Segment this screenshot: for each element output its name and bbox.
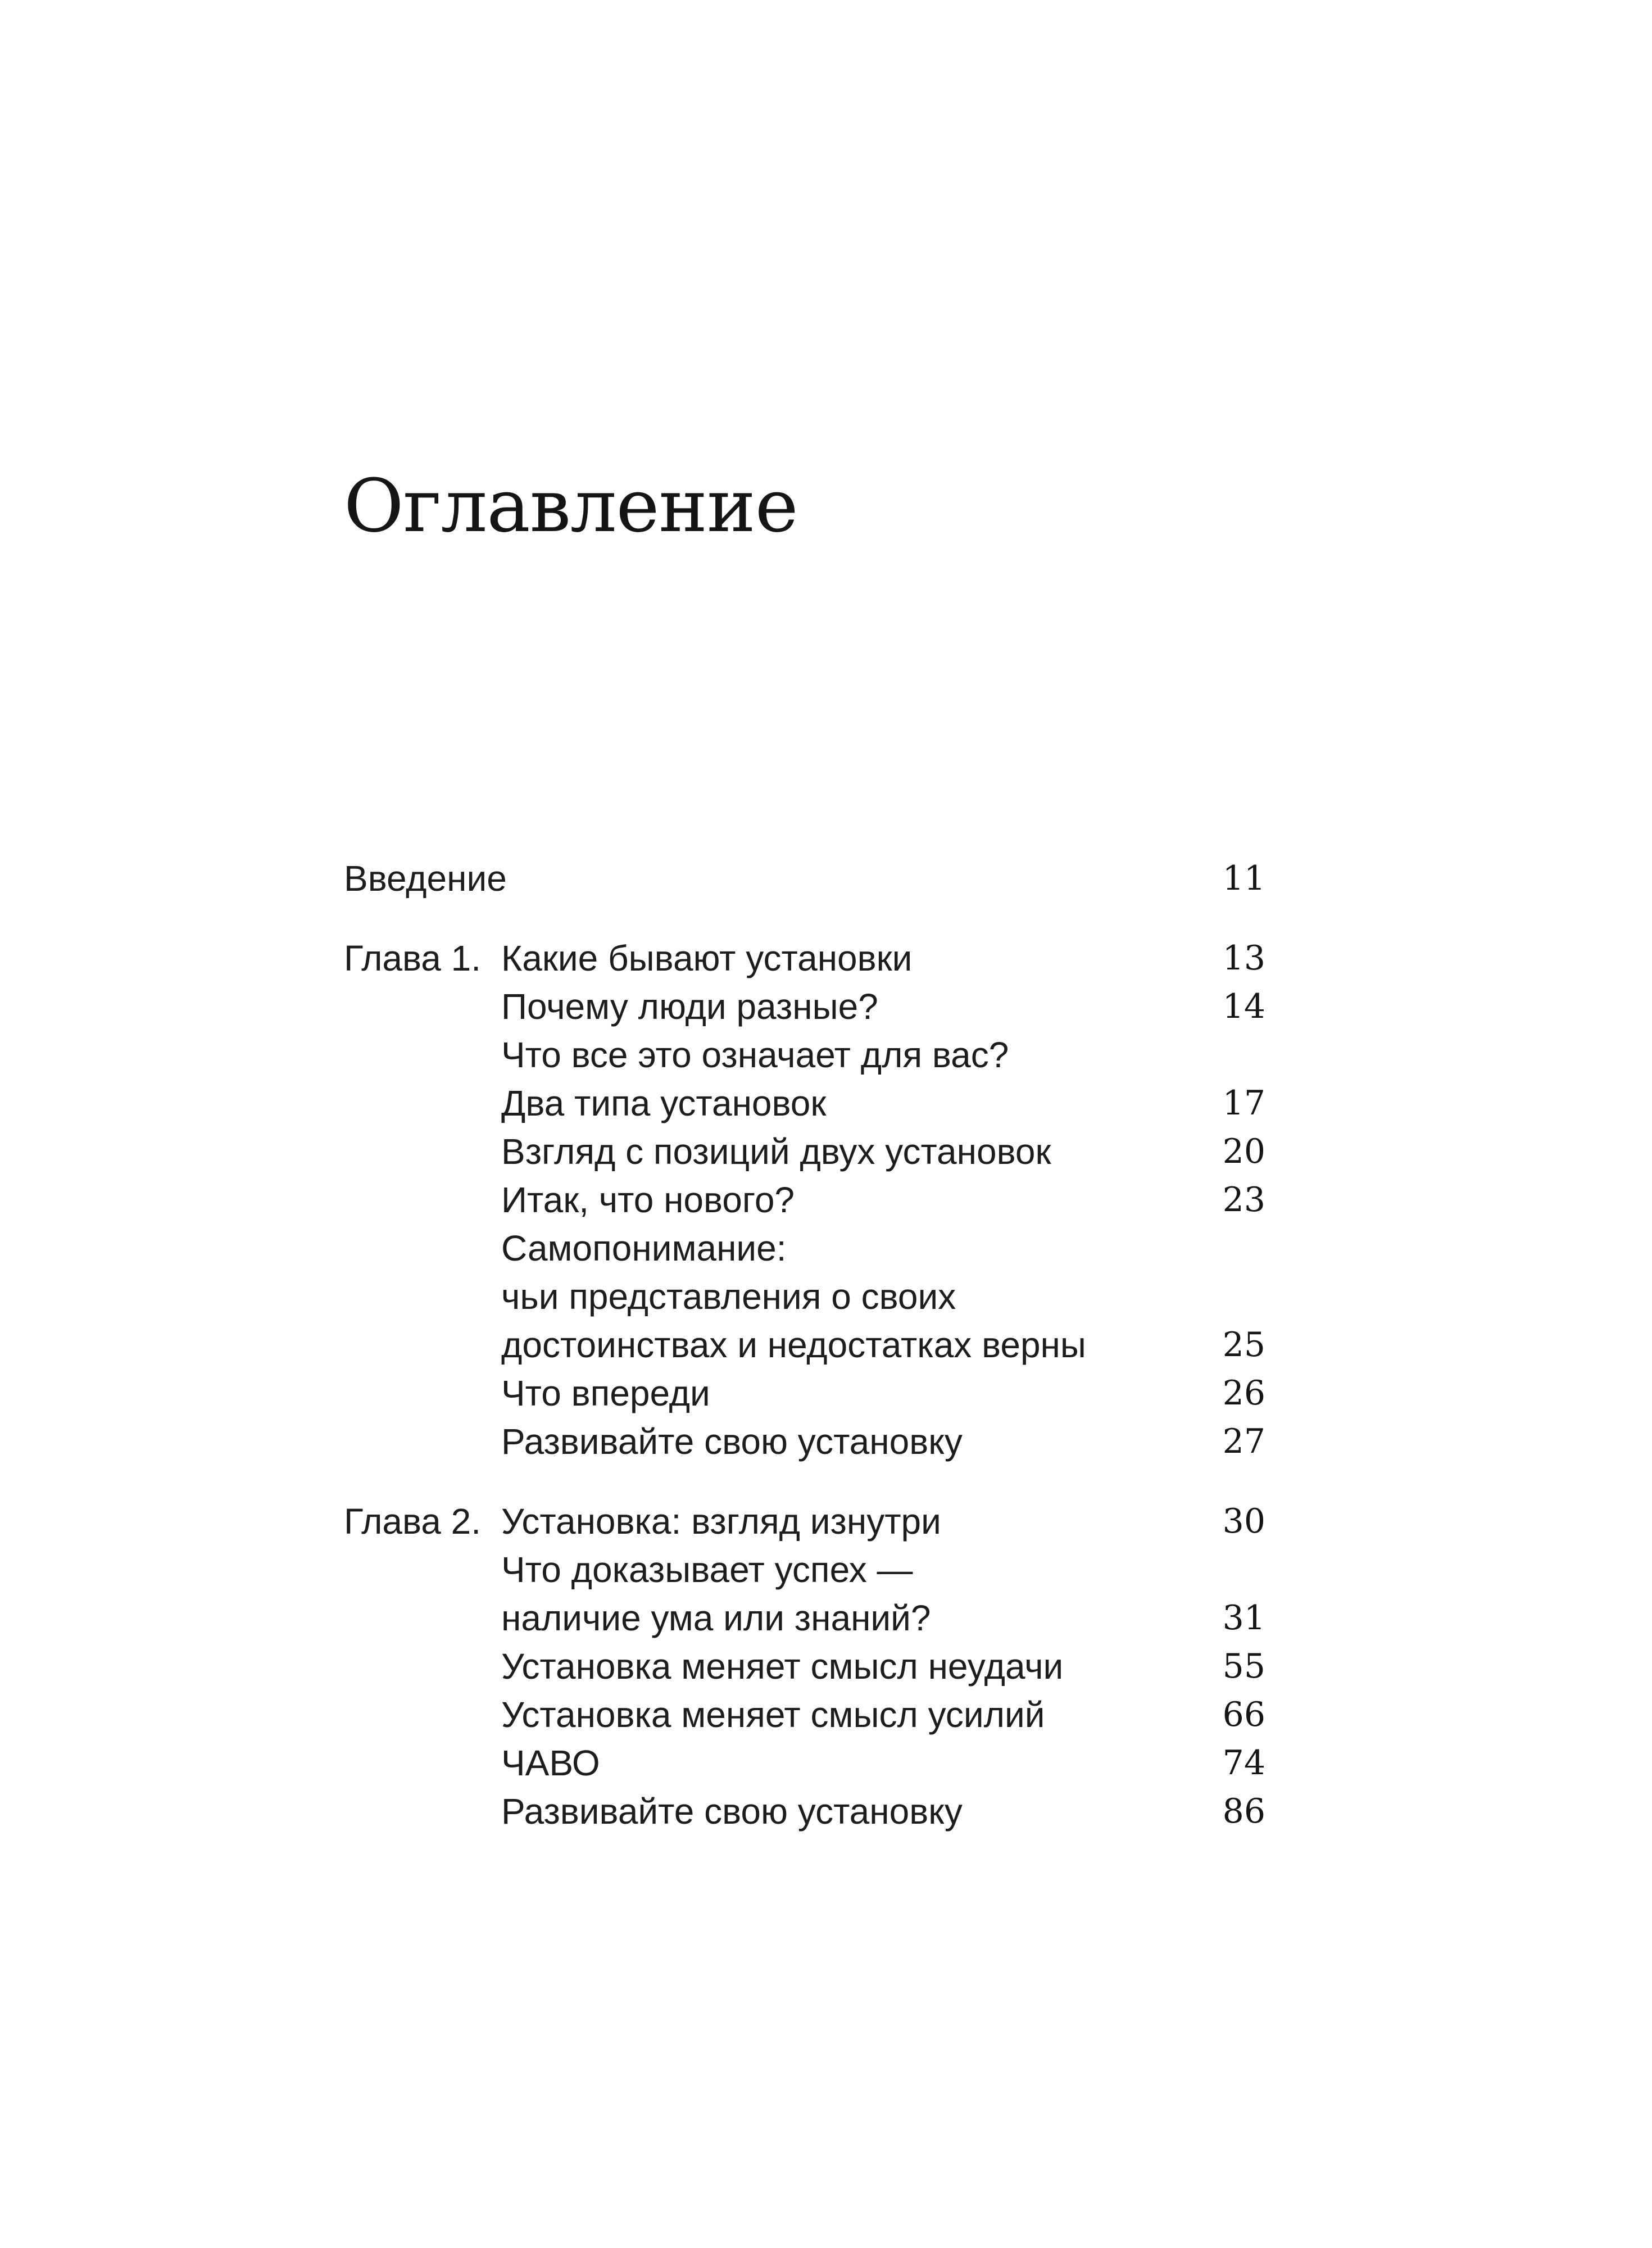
toc-entry-title: Установка: взгляд изнутри [501,1501,941,1542]
toc-chapter-2 [344,1497,1265,1835]
toc-row[interactable] [344,1739,1265,1787]
toc-page-number: 17 [1222,1084,1265,1123]
toc-entry-title: наличие ума или знаний? [501,1598,931,1638]
toc-page-number: 74 [1222,1743,1265,1783]
toc-row[interactable] [344,1690,1265,1739]
toc-entry-title: Взгляд с позиций двух установок [501,1131,1051,1172]
toc-row[interactable] [344,934,1265,982]
table-of-contents [344,854,1265,1867]
toc-row[interactable] [344,1272,1265,1321]
toc-entry-title: Почему люди разные? [501,986,878,1027]
toc-entry-title: Установка меняет смысл неудачи [501,1646,1064,1687]
toc-page-number: 13 [1222,939,1265,978]
toc-page-number: 55 [1222,1647,1265,1686]
toc-entry-title: чьи представления о своих [501,1276,956,1317]
toc-row[interactable] [344,1417,1265,1466]
toc-entry-title: Развивайте свою установку [501,1791,963,1832]
toc-entry-title: Самопонимание: [501,1228,787,1268]
toc-row[interactable] [344,1369,1265,1417]
toc-entry-title: ЧАВО [501,1743,600,1783]
toc-intro-block [344,854,1265,903]
toc-page-number: 23 [1222,1180,1265,1220]
toc-entry-title: Введение [344,858,507,899]
toc-page-number: 20 [1222,1132,1265,1171]
toc-row[interactable] [344,854,1265,903]
toc-row[interactable] [344,1497,1265,1546]
chapter-label: Глава 2. [344,1501,482,1542]
toc-row[interactable] [344,1176,1265,1224]
toc-entry-title: Какие бывают установки [501,938,913,978]
toc-page-number: 25 [1222,1325,1265,1365]
toc-entry-title: Установка меняет смысл усилий [501,1694,1045,1735]
toc-row[interactable] [344,1546,1265,1594]
toc-row[interactable] [344,1079,1265,1127]
toc-row[interactable] [344,1321,1265,1369]
toc-page-number: 27 [1222,1422,1265,1461]
toc-row[interactable] [344,982,1265,1031]
chapter-label: Глава 1. [344,938,482,978]
toc-row[interactable] [344,1594,1265,1642]
toc-entry-title: Что все это означает для вас? [501,1035,1009,1075]
toc-row[interactable] [344,1031,1265,1079]
toc-page-number: 30 [1222,1502,1265,1541]
toc-entry-title: Два типа установок [501,1083,827,1123]
toc-row[interactable] [344,1642,1265,1690]
toc-row[interactable] [344,1787,1265,1835]
toc-chapter-1 [344,934,1265,1466]
toc-page-number: 26 [1222,1374,1265,1413]
toc-entry-title: Итак, что нового? [501,1180,795,1220]
toc-entry-title: достоинствах и недостатках верны [501,1325,1086,1365]
toc-row[interactable] [344,1127,1265,1176]
toc-page-number: 14 [1222,987,1265,1026]
toc-page-number: 31 [1222,1598,1265,1638]
toc-page-number: 11 [1222,859,1265,898]
toc-row[interactable] [344,1224,1265,1272]
toc-entry-title: Что впереди [501,1373,710,1413]
toc-entry-title: Что доказывает успех — [501,1549,913,1590]
toc-page-number: 66 [1222,1695,1265,1734]
toc-page-number: 86 [1222,1792,1265,1831]
page-title: Оглавление [344,463,798,549]
toc-entry-title: Развивайте свою установку [501,1421,963,1462]
